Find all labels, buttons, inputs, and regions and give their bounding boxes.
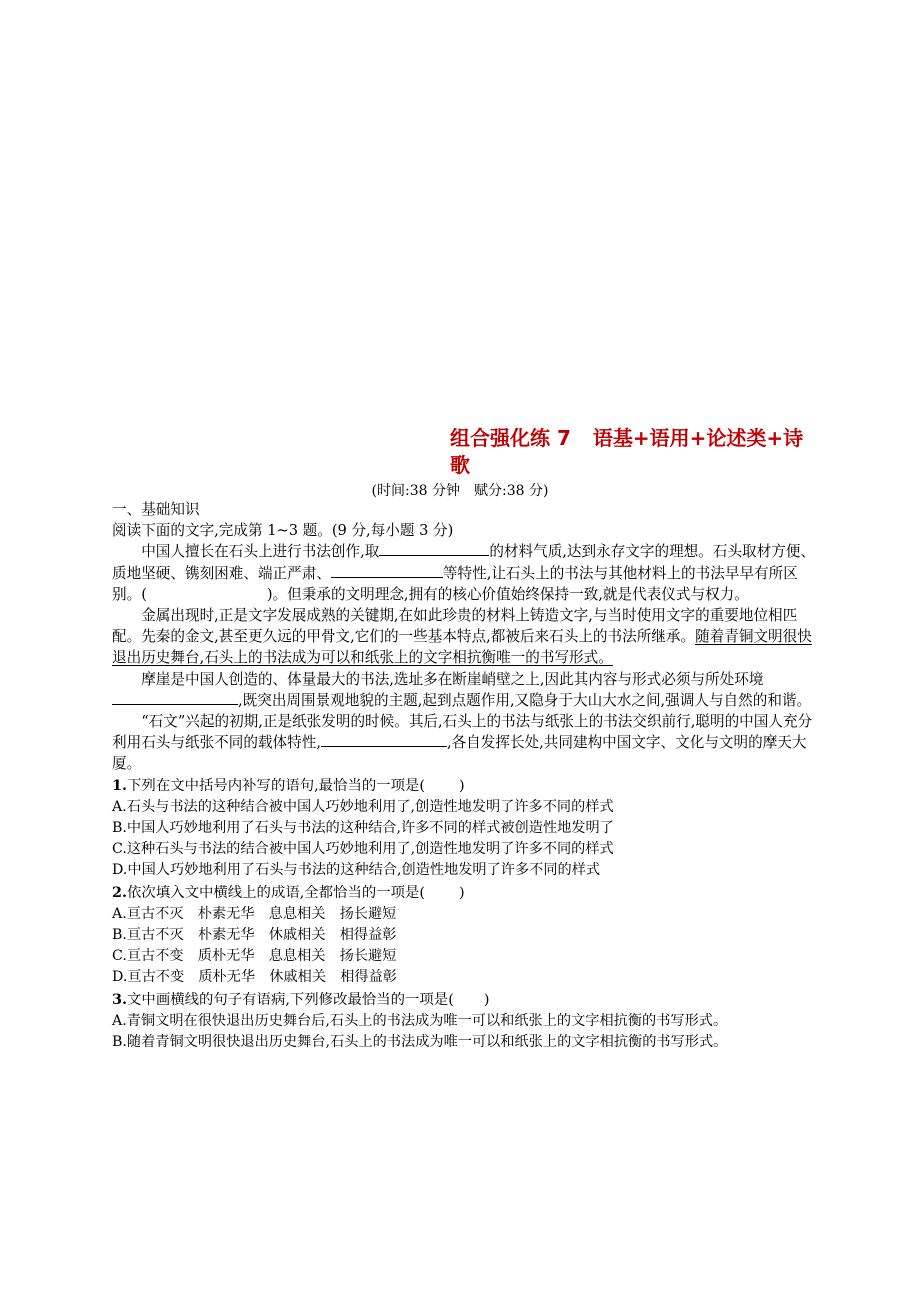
passage-text: “石文”兴起的初期,正是纸张发明的时候。其后,石头上的书法与纸张上的书法交织前行,聪明的中国人充分利用石头与纸张不同的载体特性, — [112, 713, 813, 752]
q1-option-a: A.石头与书法的这种结合被中国人巧妙地利用了,创造性地发明了许多不同的样式 — [112, 798, 614, 815]
question-number: 2. — [112, 883, 128, 901]
passage-text: 金属出现时,正是文字发展成熟的关键期,在如此珍贵的材料上铸造文字,与当时使用文字的重要地位相匹配。先秦的金文,甚至更久远的甲骨文,它们的一些基本特点,都被后来石头上的书法所继承。 — [112, 607, 798, 646]
fill-blank-3 — [112, 690, 238, 705]
passage-text: 等特性,让石头上的书法与其他材料上的书法早早有所区别。( — [112, 564, 798, 603]
passage-paragraph-3 — [112, 669, 817, 711]
fill-blank-1 — [379, 541, 489, 556]
title-part-2: 语基+语用+论述类+诗 — [592, 426, 804, 450]
question-close-paren: ) — [459, 884, 465, 901]
fill-blank-2 — [331, 563, 443, 578]
q1-option-c: C.这种石头与书法的结合被中国人巧妙地利用了,创造性地发明了许多不同的样式 — [112, 841, 614, 858]
passage-text: ,各自发挥长处,共同建构中国文字、文化与文明的摩天大厦。 — [112, 734, 807, 773]
passage-text: 中国人擅长在石头上进行书法创作,取 — [141, 543, 380, 561]
exercise-title — [450, 425, 830, 479]
q3-option-b: B.随着青铜文明很快退出历史舞台,石头上的书法成为唯一可以和纸张上的文字相抗衡的书写形式。 — [112, 1034, 728, 1051]
passage-text: )。但秉承的文明理念,拥有的核心价值始终保持一致,就是代表仪式与权力。 — [266, 585, 749, 603]
q2-option-b: B.亘古不灭 朴素无华 休戚相关 相得益彰 — [112, 927, 397, 944]
question-1 — [112, 775, 817, 797]
question-close-paren: ) — [459, 777, 465, 794]
passage-text: 的材料气质,达到永存文字的理想。石头取材方便、质地坚硬、镌刻困难、端正严肃、 — [112, 543, 816, 582]
question-stem: 依次填入文中横线上的成语,全都恰当的一项是( — [127, 884, 426, 901]
underlined-sentence: 随着青铜文明很快退出历史舞台,石头上的书法成为可以和纸张上的文字相抗衡唯一的书写形式。 — [112, 628, 812, 667]
q2-option-a: A.亘古不灭 朴素无华 息息相关 扬长避短 — [112, 905, 397, 922]
instruction-text: 阅读下面的文字,完成第 1~3 题。(9 分,每小题 3 分) — [112, 522, 454, 540]
passage-paragraph-1 — [112, 541, 817, 605]
passage-paragraph-4 — [112, 711, 817, 775]
section-heading: 一、基础知识 — [112, 501, 200, 518]
question-number: 3. — [112, 990, 128, 1008]
passage-text: 摩崖是中国人创造的、体量最大的书法,选址多在断崖峭壁之上,因此其内容与形式必须与所处环境 — [141, 670, 764, 688]
title-part-3: 歌 — [450, 453, 470, 477]
q2-option-d: D.亘古不变 质朴无华 休戚相关 相得益彰 — [112, 969, 397, 986]
q1-option-d: D.中国人巧妙地利用了石头与书法的这种结合,创造性地发明了许多不同的样式 — [112, 862, 601, 879]
question-2 — [112, 882, 817, 904]
question-close-paren: ) — [483, 991, 490, 1008]
title-part-1: 组合强化练 7 — [450, 426, 571, 450]
question-number: 1. — [112, 776, 128, 794]
passage-text: ,既突出周围景观地貌的主题,起到点题作用,又隐身于大山大水之间,强调人与自然的和谐。 — [238, 691, 812, 709]
question-stem: 文中画横线的句子有语病,下列修改最恰当的一项是( — [127, 991, 454, 1008]
fill-blank-4 — [321, 732, 447, 747]
question-3 — [112, 989, 817, 1011]
document-body — [112, 499, 817, 1053]
q1-option-b: B.中国人巧妙地利用了石头与书法的这种结合,许多不同的样式被创造性地发明了 — [112, 820, 614, 837]
question-stem: 下列在文中括号内补写的语句,最恰当的一项是( — [127, 777, 426, 794]
time-score-info: (时间:38 分钟 赋分:38 分) — [371, 483, 549, 499]
q3-option-a: A.青铜文明在很快退出历史舞台后,石头上的书法成为唯一可以和纸张上的文字相抗衡的书写形式。 — [112, 1012, 728, 1029]
q2-option-c: C.亘古不变 质朴无华 息息相关 扬长避短 — [112, 948, 397, 965]
passage-paragraph-2 — [112, 605, 817, 669]
